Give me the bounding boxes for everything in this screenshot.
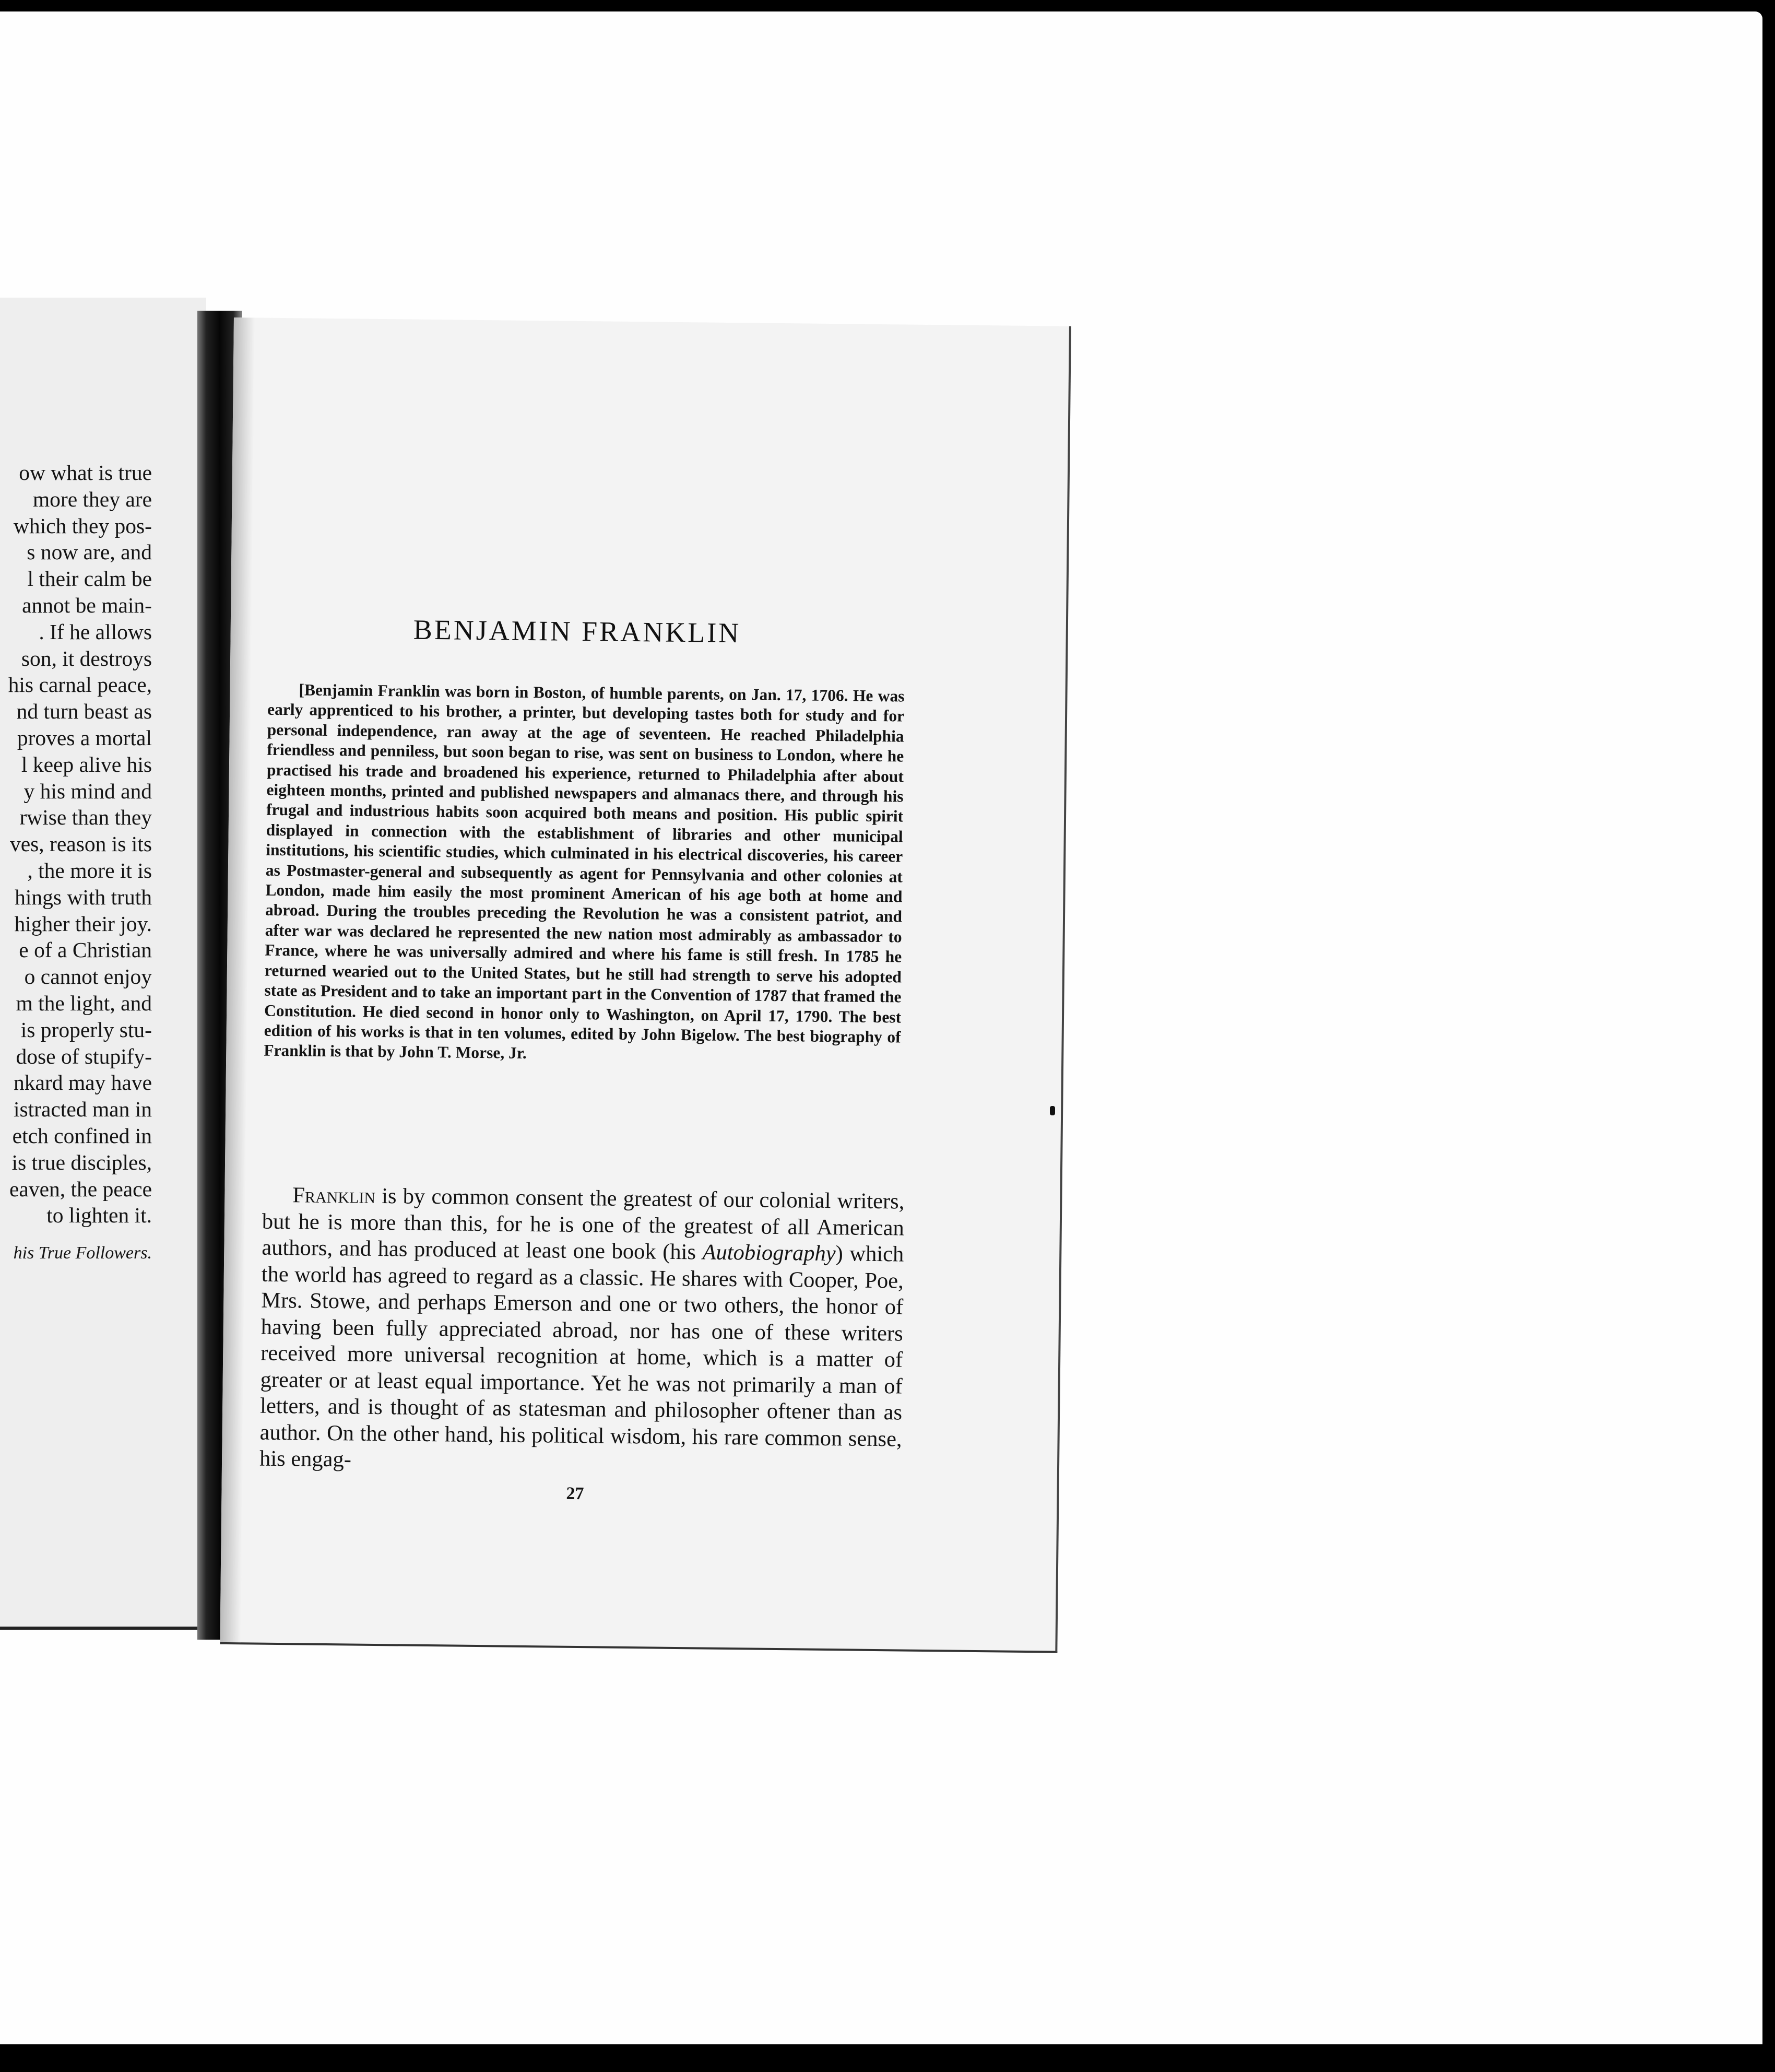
left-page-line: dose of stupify- bbox=[16, 1044, 152, 1068]
left-page-line: son, it destroys bbox=[21, 646, 152, 670]
left-page-line: higher their joy. bbox=[14, 911, 152, 936]
left-page-line: eaven, the peace bbox=[9, 1176, 152, 1201]
left-page-line: . If he allows bbox=[39, 619, 152, 644]
right-page bbox=[220, 317, 1071, 1653]
left-page-credit: his True Followers. bbox=[13, 1243, 152, 1263]
left-page bbox=[0, 298, 206, 1630]
left-page-line: o cannot enjoy bbox=[24, 964, 152, 989]
left-page-line: his carnal peace, bbox=[8, 673, 152, 697]
article-title: BENJAMIN FRANKLIN bbox=[413, 614, 741, 649]
left-page-line: to lighten it. bbox=[46, 1203, 152, 1228]
left-page-line: hings with truth bbox=[15, 885, 152, 909]
left-page-line: e of a Christian bbox=[19, 938, 152, 962]
body-text-part: is by common consent the greatest of our colonial writers, but he is more than this, for he is one of the greatest of all American authors, and has produced at least one book (his bbox=[262, 1183, 905, 1265]
left-page-line: , the more it is bbox=[27, 858, 152, 882]
page-number: 27 bbox=[566, 1484, 584, 1504]
left-page-line: etch confined in bbox=[12, 1123, 152, 1148]
left-page-line: annot be main- bbox=[22, 593, 152, 617]
body-paragraph bbox=[259, 1182, 905, 1479]
left-page-line: s now are, and bbox=[27, 540, 152, 564]
left-page-line: ves, reason is its bbox=[9, 832, 152, 856]
left-page-line: is true disciples, bbox=[11, 1150, 152, 1174]
left-page-line: l keep alive his bbox=[21, 752, 152, 776]
left-page-line: rwise than they bbox=[19, 805, 152, 830]
body-lead-word: Franklin bbox=[292, 1183, 376, 1208]
scan-speck bbox=[1050, 1106, 1055, 1115]
left-page-line: nkard may have bbox=[13, 1070, 152, 1095]
left-page-line: l their calm be bbox=[27, 567, 152, 591]
left-page-line: more they are bbox=[32, 487, 152, 511]
book-title: Autobiography bbox=[702, 1240, 836, 1266]
left-page-line: istracted man in bbox=[13, 1097, 152, 1122]
body-text-part: ) which the world has agreed to regard as a classic. He shares with Cooper, Poe, Mrs. Stowe, and perhaps Emerson and one or two others, the honor of having been fully appreciated abroad, nor has one of these writers received more universal recognition at home, which is a matter of greater or at least equal importance. Yet he was not primarily a man of letters, and is thought of as statesman and philosopher oftener than as author. On the other hand, his political wisdom, his rare common sense, his engag- bbox=[259, 1241, 904, 1472]
biographical-note: [Benjamin Franklin was born in Boston, of humble parents, on Jan. 17, 1706. He was early apprenticed to his brother, a printer, but developing tastes both for study and for personal independence, ran away at the age of seventeen. He reached Philadelphia friendless and penniless, but soon began to rise, was sent on business to London, where he practised his trade and broadened his experience, returned to Philadelphia after about eighteen months, printed and published newspapers and almanacs there, and through his frugal and industrious habits soon acquired both means and position. His public spirit displayed in connection with the establishment of libraries and other municipal institutions, his scientific studies, which culminated in his electrical discoveries, his career as Postmaster-general and subsequently as agent for Pennsylvania and other colonies at London, made him easily the most prominent American of his age both at home and abroad. During the troubles preceding the Revolution he was a consistent patriot, and after war was declared he represented the new nation most admirably as ambassador to France, where he was universally admired and where his fame is still fresh. In 1785 he returned wearied out to the United States, but he still had strength to serve his adopted state as President and to take an important part in the Convention of 1787 that framed the Constitution. He died second in honor only to Washington, on April 17, 1790. The best edition of his works is that in ten volumes, edited by John Bigelow. The best biography of Franklin is that by John T. Morse, Jr. bbox=[264, 680, 905, 1063]
left-page-line: is properly stu- bbox=[20, 1017, 152, 1042]
left-page-line: which they pos- bbox=[13, 513, 152, 538]
left-page-line: m the light, and bbox=[16, 991, 152, 1015]
left-page-line: ow what is true bbox=[19, 461, 152, 485]
left-page-text bbox=[0, 460, 152, 1267]
left-page-line: nd turn beast as bbox=[16, 699, 152, 724]
left-page-line: proves a mortal bbox=[17, 725, 152, 750]
left-page-line: y his mind and bbox=[23, 779, 152, 803]
